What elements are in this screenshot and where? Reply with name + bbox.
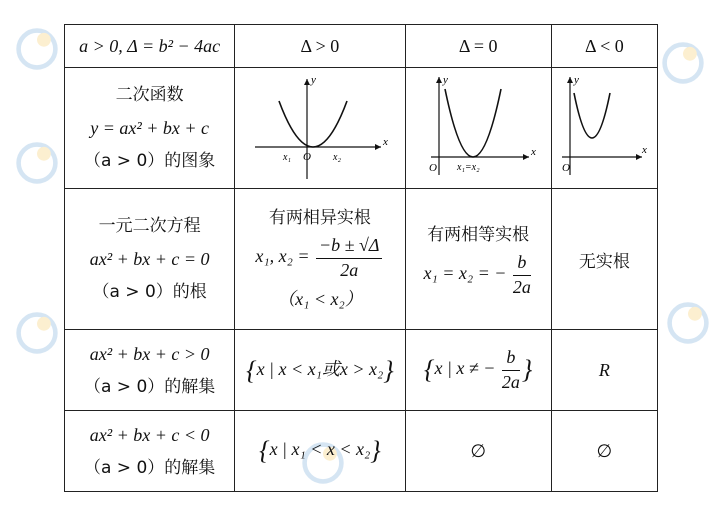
gt-zero-fraction: $\frac{b}{2a}$ — [501, 347, 520, 392]
graph1-x2-label: x₂ — [332, 151, 341, 163]
gt-zero-set: {x | x ≠ − $\frac{b}{2a}$ } — [424, 358, 532, 378]
lt-delta-negative — [551, 411, 657, 492]
header-delta-negative: Δ < 0 — [551, 25, 657, 68]
graph-label-line1: 二次函数 — [115, 84, 184, 105]
less-than-row-label — [65, 411, 235, 492]
gt-label-line1: ax² + bx + c > 0 — [89, 343, 210, 364]
roots-delta-positive — [235, 189, 405, 330]
graph1-x-label: x — [382, 135, 388, 148]
lt-label-line2: （a > 0）的解集 — [83, 457, 216, 478]
roots-neg-text: 无实根 — [578, 251, 630, 272]
roots-row-label — [65, 189, 235, 330]
watermark-logo-icon — [660, 40, 706, 86]
gt-delta-positive — [235, 330, 405, 411]
roots-label-line3: （a > 0）的根 — [92, 282, 207, 303]
graph-delta-negative — [551, 68, 657, 189]
lt-pos-set: {x | x₁ < x < x₂} — [259, 436, 381, 465]
graph2-origin-label: O — [429, 161, 438, 174]
parabola-one-root-graph — [413, 71, 543, 181]
header-delta-zero: Δ = 0 — [405, 25, 551, 68]
graph1-origin-label: O — [302, 150, 311, 163]
lt-delta-positive — [235, 411, 405, 492]
graph3-y-label: y — [574, 73, 580, 86]
gt-delta-zero — [405, 330, 551, 411]
watermark-logo-icon — [665, 300, 711, 346]
graph3-origin-label: O — [562, 161, 571, 174]
less-than-row — [65, 411, 658, 492]
header-delta-positive: Δ > 0 — [235, 25, 405, 68]
graph-delta-positive — [235, 68, 405, 189]
graph2-x-label: x — [531, 145, 537, 158]
graph2-x1-eq-x2-label: x₁=x₂ — [457, 161, 480, 173]
graph1-x1-label: x₁ — [282, 151, 291, 163]
graph-label-line3: （a > 0）的图象 — [83, 151, 216, 172]
roots-pos-formula: x₁, x₂ = $\frac{-b \pm √\Delta}{2a}$ — [235, 234, 404, 282]
graph1-y-label: y — [310, 73, 316, 86]
roots-pos-title: 有两相异实根 — [268, 207, 371, 228]
roots-zero-fraction: $\frac{b}{2a}$ — [512, 252, 531, 297]
graph-delta-zero — [405, 68, 551, 189]
greater-than-row-label — [65, 330, 235, 411]
graph3-x-label: x — [642, 143, 648, 156]
lt-neg-set: ∅ — [596, 440, 613, 461]
roots-label-line1: 一元二次方程 — [98, 215, 201, 236]
graph-row-label — [65, 68, 235, 189]
watermark-logo-icon — [14, 310, 60, 356]
lt-delta-zero — [405, 411, 551, 492]
roots-zero-title: 有两相等实根 — [427, 224, 530, 245]
roots-pos-fraction: $\frac{-b \pm √\Delta}{2a}$ — [316, 234, 382, 282]
parabola-no-root-graph — [556, 71, 652, 181]
gt-neg-set: R — [598, 359, 610, 380]
roots-row — [65, 189, 658, 330]
roots-label-line2: ax² + bx + c = 0 — [89, 248, 210, 269]
graph-label-line2: y = ax² + bx + c — [90, 117, 210, 138]
parabola-two-roots-graph — [245, 71, 395, 181]
gt-label-line2: （a > 0）的解集 — [83, 376, 216, 397]
watermark-logo-icon — [14, 140, 60, 186]
quadratic-summary-table — [64, 24, 658, 492]
header-row — [65, 25, 658, 68]
lt-zero-set: ∅ — [470, 440, 487, 461]
greater-than-row — [65, 330, 658, 411]
graph2-y-label: y — [443, 73, 449, 86]
roots-pos-note: （x₁ < x₂） — [277, 288, 363, 309]
gt-delta-negative — [551, 330, 657, 411]
lt-label-line1: ax² + bx + c < 0 — [89, 424, 210, 445]
roots-zero-formula: x₁ = x₂ = − $\frac{b}{2a}$ — [406, 251, 551, 299]
roots-delta-negative — [551, 189, 657, 330]
graph-row — [65, 68, 658, 189]
watermark-logo-icon — [14, 26, 60, 72]
header-condition: a > 0, Δ = b² − 4ac — [65, 25, 235, 68]
gt-pos-set: {x | x < x₁或x > x₂} — [246, 355, 394, 385]
roots-delta-zero — [405, 189, 551, 330]
